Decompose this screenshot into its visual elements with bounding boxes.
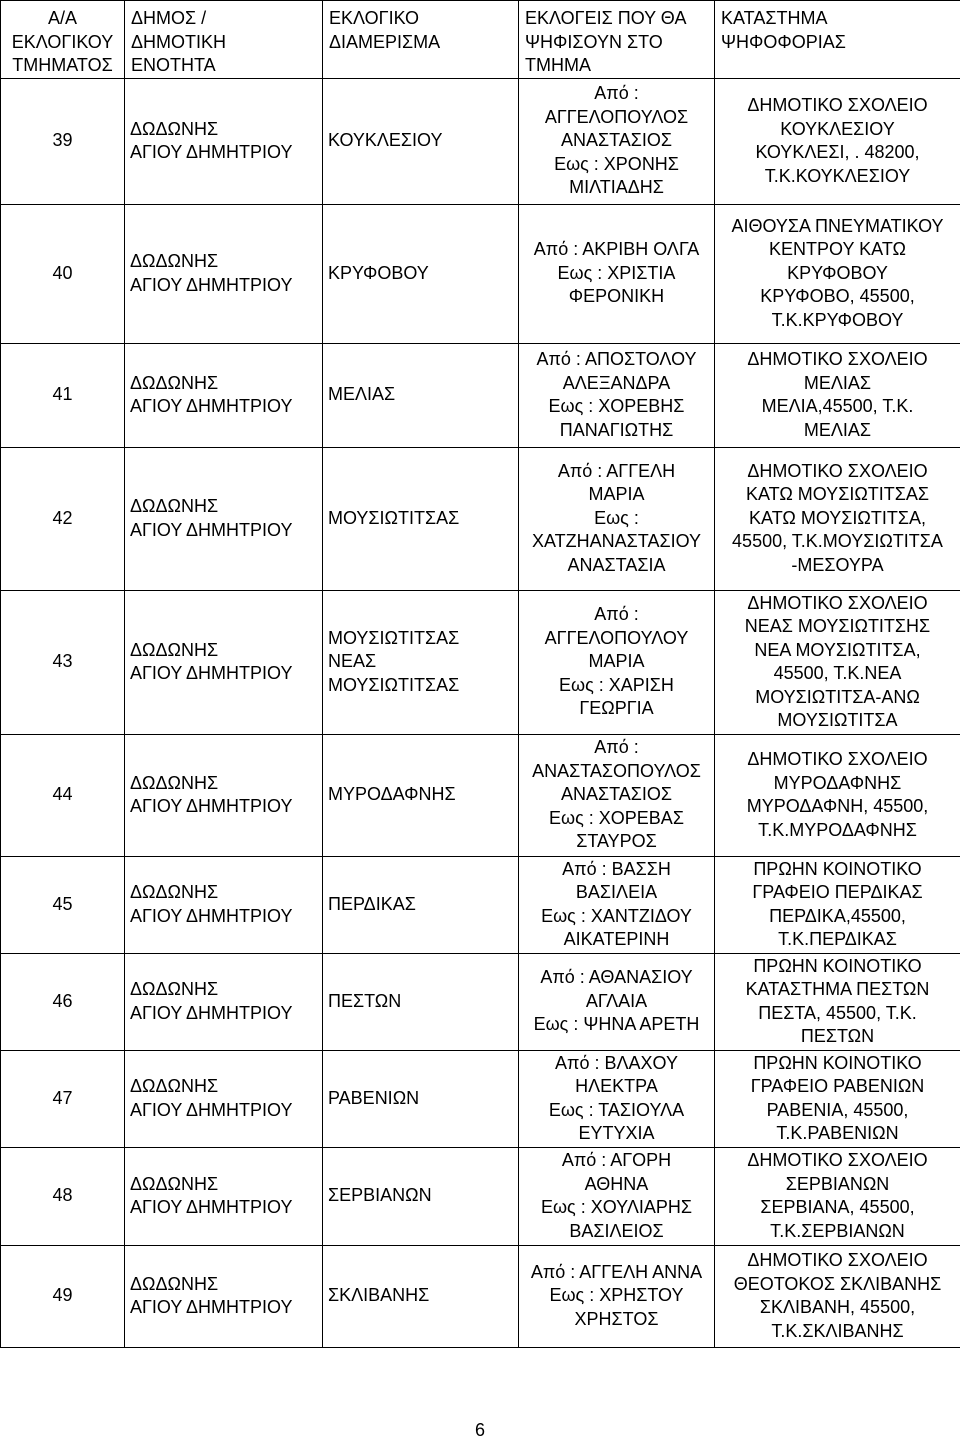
polling-station-cell: ΠΡΩΗΝ ΚΟΙΝΟΤΙΚΟ ΓΡΑΦΕΙΟ ΡΑΒΕΝΙΩΝ ΡΑΒΕΝΙΑ, 45500, Τ.Κ.ΡΑΒΕΝΙΩΝ bbox=[715, 1050, 960, 1147]
municipality-cell: ΔΩΔΩΝΗΣ ΑΓΙΟΥ ΔΗΜΗΤΡΙΟΥ bbox=[125, 1147, 323, 1245]
header-polling-station: ΚΑΤΑΣΤΗΜΑ ΨΗΦΟΦΟΡΙΑΣ bbox=[715, 1, 960, 79]
table-row bbox=[1, 734, 960, 856]
electoral-district-cell: ΣΕΡΒΙΑΝΩΝ bbox=[323, 1147, 519, 1245]
table-header-row bbox=[1, 1, 960, 79]
polling-station-cell: ΔΗΜΟΤΙΚΟ ΣΧΟΛΕΙΟ ΜΥΡΟΔΑΦΝΗΣ ΜΥΡΟΔΑΦΝΗ, 45500, Τ.Κ.ΜΥΡΟΔΑΦΝΗΣ bbox=[715, 734, 960, 856]
header-section-number: Α/Α ΕΚΛΟΓΙΚΟΥ ΤΜΗΜΑΤΟΣ bbox=[1, 1, 125, 79]
table-row bbox=[1, 343, 960, 447]
table-row bbox=[1, 856, 960, 953]
section-number: 41 bbox=[1, 343, 125, 447]
section-number: 43 bbox=[1, 590, 125, 734]
section-number: 42 bbox=[1, 447, 125, 590]
electoral-district-cell: ΜΕΛΙΑΣ bbox=[323, 343, 519, 447]
table-row bbox=[1, 1245, 960, 1347]
electoral-district-cell: ΠΕΡΔΙΚΑΣ bbox=[323, 856, 519, 953]
voters-range-cell: Από : ΑΘΑΝΑΣΙΟΥ ΑΓΛΑΙΑ Εως : ΨΗΝΑ ΑΡΕΤΗ bbox=[519, 953, 715, 1050]
electoral-district-cell: ΣΚΛΙΒΑΝΗΣ bbox=[323, 1245, 519, 1347]
section-number: 40 bbox=[1, 204, 125, 343]
voters-range-cell: Από : ΑΓΓΕΛΗ ΜΑΡΙΑ Εως : ΧΑΤΖΗΑΝΑΣΤΑΣΙΟΥ ΑΝΑΣΤΑΣΙΑ bbox=[519, 447, 715, 590]
voters-range-cell: Από : ΒΛΑΧΟΥ ΗΛΕΚΤΡΑ Εως : ΤΑΣΙΟΥΛΑ ΕΥΤΥΧΙΑ bbox=[519, 1050, 715, 1147]
table-row bbox=[1, 204, 960, 343]
electoral-district-cell: ΚΡΥΦΟΒΟΥ bbox=[323, 204, 519, 343]
section-number: 49 bbox=[1, 1245, 125, 1347]
header-voters: ΕΚΛΟΓΕΙΣ ΠΟΥ ΘΑ ΨΗΦΙΣΟΥΝ ΣΤΟ ΤΜΗΜΑ bbox=[519, 1, 715, 79]
municipality-cell: ΔΩΔΩΝΗΣ ΑΓΙΟΥ ΔΗΜΗΤΡΙΟΥ bbox=[125, 1050, 323, 1147]
municipality-cell: ΔΩΔΩΝΗΣ ΑΓΙΟΥ ΔΗΜΗΤΡΙΟΥ bbox=[125, 343, 323, 447]
municipality-cell: ΔΩΔΩΝΗΣ ΑΓΙΟΥ ΔΗΜΗΤΡΙΟΥ bbox=[125, 78, 323, 204]
municipality-cell: ΔΩΔΩΝΗΣ ΑΓΙΟΥ ΔΗΜΗΤΡΙΟΥ bbox=[125, 734, 323, 856]
voters-range-cell: Από : ΑΓΟΡΗ ΑΘΗΝΑ Εως : ΧΟΥΛΙΑΡΗΣ ΒΑΣΙΛΕΙΟΣ bbox=[519, 1147, 715, 1245]
table-row bbox=[1, 78, 960, 204]
polling-station-cell: ΔΗΜΟΤΙΚΟ ΣΧΟΛΕΙΟ ΣΕΡΒΙΑΝΩΝ ΣΕΡΒΙΑΝΑ, 45500, Τ.Κ.ΣΕΡΒΙΑΝΩΝ bbox=[715, 1147, 960, 1245]
table-row bbox=[1, 953, 960, 1050]
municipality-cell: ΔΩΔΩΝΗΣ ΑΓΙΟΥ ΔΗΜΗΤΡΙΟΥ bbox=[125, 590, 323, 734]
polling-station-cell: ΠΡΩΗΝ ΚΟΙΝΟΤΙΚΟ ΚΑΤΑΣΤΗΜΑ ΠΕΣΤΩΝ ΠΕΣΤΑ, 45500, Τ.Κ. ΠΕΣΤΩΝ bbox=[715, 953, 960, 1050]
polling-station-cell: ΔΗΜΟΤΙΚΟ ΣΧΟΛΕΙΟ ΚΑΤΩ ΜΟΥΣΙΩΤΙΤΣΑΣ ΚΑΤΩ ΜΟΥΣΙΩΤΙΤΣΑ, 45500, Τ.Κ.ΜΟΥΣΙΩΤΙΤΣΑ -ΜΕΣΟΥΡΑ bbox=[715, 447, 960, 590]
voters-range-cell: Από : ΑΝΑΣΤΑΣΟΠΟΥΛΟΣ ΑΝΑΣΤΑΣΙΟΣ Εως : ΧΟΡΕΒΑΣ ΣΤΑΥΡΟΣ bbox=[519, 734, 715, 856]
municipality-cell: ΔΩΔΩΝΗΣ ΑΓΙΟΥ ΔΗΜΗΤΡΙΟΥ bbox=[125, 1245, 323, 1347]
electoral-district-cell: ΠΕΣΤΩΝ bbox=[323, 953, 519, 1050]
municipality-cell: ΔΩΔΩΝΗΣ ΑΓΙΟΥ ΔΗΜΗΤΡΙΟΥ bbox=[125, 204, 323, 343]
section-number: 48 bbox=[1, 1147, 125, 1245]
municipality-cell: ΔΩΔΩΝΗΣ ΑΓΙΟΥ ΔΗΜΗΤΡΙΟΥ bbox=[125, 953, 323, 1050]
municipality-cell: ΔΩΔΩΝΗΣ ΑΓΙΟΥ ΔΗΜΗΤΡΙΟΥ bbox=[125, 856, 323, 953]
polling-station-cell: ΔΗΜΟΤΙΚΟ ΣΧΟΛΕΙΟ ΚΟΥΚΛΕΣΙΟΥ ΚΟΥΚΛΕΣΙ, . 48200, Τ.Κ.ΚΟΥΚΛΕΣΙΟΥ bbox=[715, 78, 960, 204]
voters-range-cell: Από : ΑΠΟΣΤΟΛΟΥ ΑΛΕΞΑΝΔΡΑ Εως : ΧΟΡΕΒΗΣ ΠΑΝΑΓΙΩΤΗΣ bbox=[519, 343, 715, 447]
polling-station-cell: ΑΙΘΟΥΣΑ ΠΝΕΥΜΑΤΙΚΟΥ ΚΕΝΤΡΟΥ ΚΑΤΩ ΚΡΥΦΟΒΟΥ ΚΡΥΦΟΒΟ, 45500, Τ.Κ.ΚΡΥΦΟΒΟΥ bbox=[715, 204, 960, 343]
voters-range-cell: Από : ΑΓΓΕΛΟΠΟΥΛΟΣ ΑΝΑΣΤΑΣΙΟΣ Εως : ΧΡΟΝΗΣ ΜΙΛΤΙΑΔΗΣ bbox=[519, 78, 715, 204]
table-row bbox=[1, 447, 960, 590]
header-municipality: ΔΗΜΟΣ / ΔΗΜΟΤΙΚΗ ΕΝΟΤΗΤΑ bbox=[125, 1, 323, 79]
voters-range-cell: Από : ΑΚΡΙΒΗ ΟΛΓΑ Εως : ΧΡΙΣΤΙΑ ΦΕΡΟΝΙΚΗ bbox=[519, 204, 715, 343]
polling-station-cell: ΔΗΜΟΤΙΚΟ ΣΧΟΛΕΙΟ ΜΕΛΙΑΣ ΜΕΛΙΑ,45500, Τ.Κ. ΜΕΛΙΑΣ bbox=[715, 343, 960, 447]
section-number: 44 bbox=[1, 734, 125, 856]
electoral-district-cell: ΜΟΥΣΙΩΤΙΤΣΑΣ bbox=[323, 447, 519, 590]
section-number: 46 bbox=[1, 953, 125, 1050]
polling-station-cell: ΔΗΜΟΤΙΚΟ ΣΧΟΛΕΙΟ ΝΕΑΣ ΜΟΥΣΙΩΤΙΤΣΗΣ ΝΕΑ ΜΟΥΣΙΩΤΙΤΣΑ, 45500, Τ.Κ.ΝΕΑ ΜΟΥΣΙΩΤΙΤΣΑ-ΑΝΩ ΜΟΥΣΙΩΤΙΤΣΑ bbox=[715, 590, 960, 734]
polling-station-cell: ΔΗΜΟΤΙΚΟ ΣΧΟΛΕΙΟ ΘΕΟΤΟΚΟΣ ΣΚΛΙΒΑΝΗΣ ΣΚΛΙΒΑΝΗ, 45500, Τ.Κ.ΣΚΛΙΒΑΝΗΣ bbox=[715, 1245, 960, 1347]
polling-station-cell: ΠΡΩΗΝ ΚΟΙΝΟΤΙΚΟ ΓΡΑΦΕΙΟ ΠΕΡΔΙΚΑΣ ΠΕΡΔΙΚΑ,45500, Τ.Κ.ΠΕΡΔΙΚΑΣ bbox=[715, 856, 960, 953]
header-electoral-district: ΕΚΛΟΓΙΚΟ ΔΙΑΜΕΡΙΣΜΑ bbox=[323, 1, 519, 79]
electoral-district-cell: ΡΑΒΕΝΙΩΝ bbox=[323, 1050, 519, 1147]
electoral-district-cell: ΜΥΡΟΔΑΦΝΗΣ bbox=[323, 734, 519, 856]
voters-range-cell: Από : ΒΑΣΣΗ ΒΑΣΙΛΕΙΑ Εως : ΧΑΝΤΖΙΔΟΥ ΑΙΚΑΤΕΡΙΝΗ bbox=[519, 856, 715, 953]
municipality-cell: ΔΩΔΩΝΗΣ ΑΓΙΟΥ ΔΗΜΗΤΡΙΟΥ bbox=[125, 447, 323, 590]
section-number: 47 bbox=[1, 1050, 125, 1147]
voters-range-cell: Από : ΑΓΓΕΛΟΠΟΥΛΟΥ ΜΑΡΙΑ Εως : ΧΑΡΙΣΗ ΓΕΩΡΓΙΑ bbox=[519, 590, 715, 734]
table-row bbox=[1, 1050, 960, 1147]
section-number: 39 bbox=[1, 78, 125, 204]
electoral-district-cell: ΜΟΥΣΙΩΤΙΤΣΑΣ ΝΕΑΣ ΜΟΥΣΙΩΤΙΤΣΑΣ bbox=[323, 590, 519, 734]
table-row bbox=[1, 1147, 960, 1245]
electoral-district-cell: ΚΟΥΚΛΕΣΙΟΥ bbox=[323, 78, 519, 204]
section-number: 45 bbox=[1, 856, 125, 953]
voters-range-cell: Από : ΑΓΓΕΛΗ ΑΝΝΑ Εως : ΧΡΗΣΤΟΥ ΧΡΗΣΤΟΣ bbox=[519, 1245, 715, 1347]
page-number: 6 bbox=[474, 1420, 485, 1440]
table-row bbox=[1, 590, 960, 734]
